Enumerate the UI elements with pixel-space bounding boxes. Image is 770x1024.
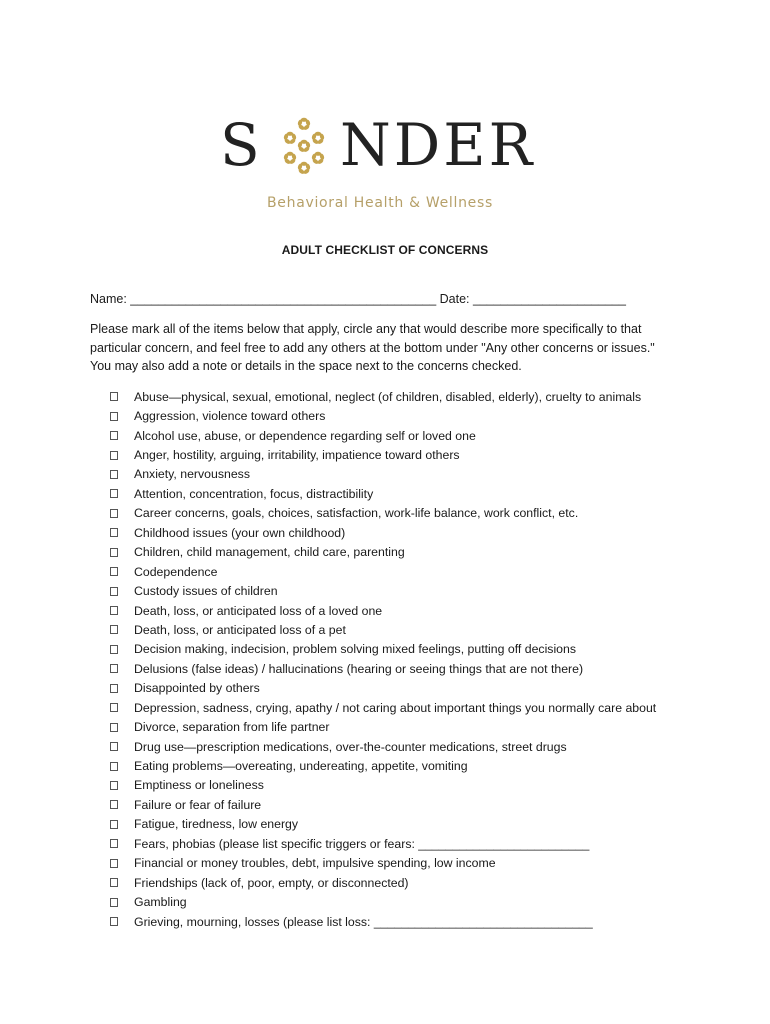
concern-label: Disappointed by others <box>134 681 260 696</box>
concern-item <box>110 912 656 931</box>
concern-checkbox[interactable] <box>110 645 118 654</box>
concern-item <box>110 873 656 892</box>
concern-label: Emptiness or loneliness <box>134 778 264 793</box>
concern-label: Custody issues of children <box>134 584 278 599</box>
flower-icon <box>297 162 311 175</box>
concern-item <box>110 640 656 659</box>
concern-label: Career concerns, goals, choices, satisfaction, work-life balance, work conflict, etc. <box>134 506 579 521</box>
concern-label: Financial or money troubles, debt, impulsive spending, low income <box>134 856 496 871</box>
concern-checkbox[interactable] <box>110 800 118 809</box>
concern-item <box>110 387 656 406</box>
instructions <box>90 320 690 376</box>
logo-letters-nder: NDER <box>340 111 536 179</box>
concern-label: Anxiety, nervousness <box>134 467 250 482</box>
concern-checkbox[interactable] <box>110 703 118 712</box>
concern-item <box>110 717 656 736</box>
concern-label: Drug use—prescription medications, over-the-counter medications, street drugs <box>134 739 567 754</box>
concern-checkbox[interactable] <box>110 587 118 596</box>
concern-item <box>110 484 656 503</box>
concern-checkbox[interactable] <box>110 878 118 887</box>
concern-label: Delusions (false ideas) / hallucinations (hearing or seeing things that are not there) <box>134 661 584 676</box>
concern-checkbox[interactable] <box>110 859 118 868</box>
concern-label: Alcohol use, abuse, or dependence regarding self or loved one <box>134 428 476 443</box>
concern-label: Codependence <box>134 564 218 579</box>
concern-checkbox[interactable] <box>110 742 118 751</box>
concern-checkbox[interactable] <box>110 509 118 518</box>
instructions-line: You may also add a note or details in the space next to the concerns checked. <box>90 359 522 373</box>
concern-item <box>110 659 656 678</box>
concern-item <box>110 523 656 542</box>
concern-item <box>110 834 656 853</box>
concern-checkbox[interactable] <box>110 625 118 634</box>
flower-icon <box>311 152 325 165</box>
concern-checkbox[interactable] <box>110 839 118 848</box>
concern-item <box>110 426 656 445</box>
concerns-checklist <box>110 387 656 931</box>
concern-item <box>110 445 656 464</box>
concern-label: Aggression, violence toward others <box>134 409 326 424</box>
concern-label: Fears, phobias (please list specific triggers or fears: _________________________ <box>134 836 590 851</box>
concern-label: Gambling <box>134 895 187 910</box>
concern-checkbox[interactable] <box>110 820 118 829</box>
concern-label: Decision making, indecision, problem solving mixed feelings, putting off decisions <box>134 642 577 657</box>
flower-icon <box>283 132 297 145</box>
concern-label: Abuse—physical, sexual, emotional, neglect (of children, disabled, elderly), cruelty to animals <box>134 389 642 404</box>
concern-checkbox[interactable] <box>110 431 118 440</box>
form-title: ADULT CHECKLIST OF CONCERNS <box>281 243 489 257</box>
concern-item <box>110 756 656 775</box>
logo-letter-s: S <box>220 111 261 179</box>
concern-item <box>110 581 656 600</box>
concern-label: Divorce, separation from life partner <box>134 720 330 735</box>
flower-cluster-icon <box>272 114 336 178</box>
concern-checkbox[interactable] <box>110 567 118 576</box>
concern-label: Death, loss, or anticipated loss of a pet <box>134 622 346 637</box>
concern-item <box>110 776 656 795</box>
concern-checkbox[interactable] <box>110 489 118 498</box>
concern-item <box>110 854 656 873</box>
concern-label: Friendships (lack of, poor, empty, or disconnected) <box>134 875 409 890</box>
concern-checkbox[interactable] <box>110 548 118 557</box>
concern-item <box>110 679 656 698</box>
concern-item <box>110 601 656 620</box>
logo-wordmark <box>220 112 560 178</box>
instructions-line: Please mark all of the items below that apply, circle any that would describe more specifically to that <box>90 322 642 336</box>
concern-checkbox[interactable] <box>110 723 118 732</box>
concern-item <box>110 406 656 425</box>
sonder-logo <box>220 112 560 217</box>
concern-checkbox[interactable] <box>110 470 118 479</box>
concern-item <box>110 620 656 639</box>
concern-label: Failure or fear of failure <box>134 797 262 812</box>
concern-label: Fatigue, tiredness, low energy <box>134 817 299 832</box>
concern-item <box>110 543 656 562</box>
concern-item <box>110 795 656 814</box>
concern-checkbox[interactable] <box>110 528 118 537</box>
concern-checkbox[interactable] <box>110 684 118 693</box>
concern-label: Death, loss, or anticipated loss of a loved one <box>134 603 383 618</box>
concern-item <box>110 504 656 523</box>
concern-checkbox[interactable] <box>110 412 118 421</box>
concern-item <box>110 815 656 834</box>
concern-label: Attention, concentration, focus, distractibility <box>134 486 374 501</box>
concern-checkbox[interactable] <box>110 664 118 673</box>
concern-item <box>110 698 656 717</box>
concern-label: Eating problems—overeating, undereating, appetite, vomiting <box>134 759 468 774</box>
concern-checkbox[interactable] <box>110 392 118 401</box>
concern-checkbox[interactable] <box>110 781 118 790</box>
concern-item <box>110 562 656 581</box>
concern-checkbox[interactable] <box>110 898 118 907</box>
concern-item <box>110 737 656 756</box>
concern-label: Depression, sadness, crying, apathy / not caring about important things you normally care about <box>134 700 657 715</box>
concern-checkbox[interactable] <box>110 606 118 615</box>
concern-label: Children, child management, child care, parenting <box>134 545 405 560</box>
logo-tagline: Behavioral Health & Wellness <box>267 195 493 211</box>
name-date-line: Name: ____________________________________________ Date: ______________________ <box>90 292 626 306</box>
flower-icon <box>297 140 311 153</box>
concern-item <box>110 465 656 484</box>
concern-label: Anger, hostility, arguing, irritability, impatience toward others <box>134 448 460 463</box>
concern-checkbox[interactable] <box>110 451 118 460</box>
concern-item <box>110 892 656 911</box>
concern-checkbox[interactable] <box>110 762 118 771</box>
flower-icon <box>297 118 311 131</box>
flower-icon <box>311 132 325 145</box>
concern-checkbox[interactable] <box>110 917 118 926</box>
concern-label: Childhood issues (your own childhood) <box>134 525 346 540</box>
flower-icon <box>283 152 297 165</box>
concern-label: Grieving, mourning, losses (please list loss: ________________________________ <box>134 914 593 929</box>
instructions-line: particular concern, and feel free to add any others at the bottom under "Any other concerns or issues." <box>90 340 655 355</box>
